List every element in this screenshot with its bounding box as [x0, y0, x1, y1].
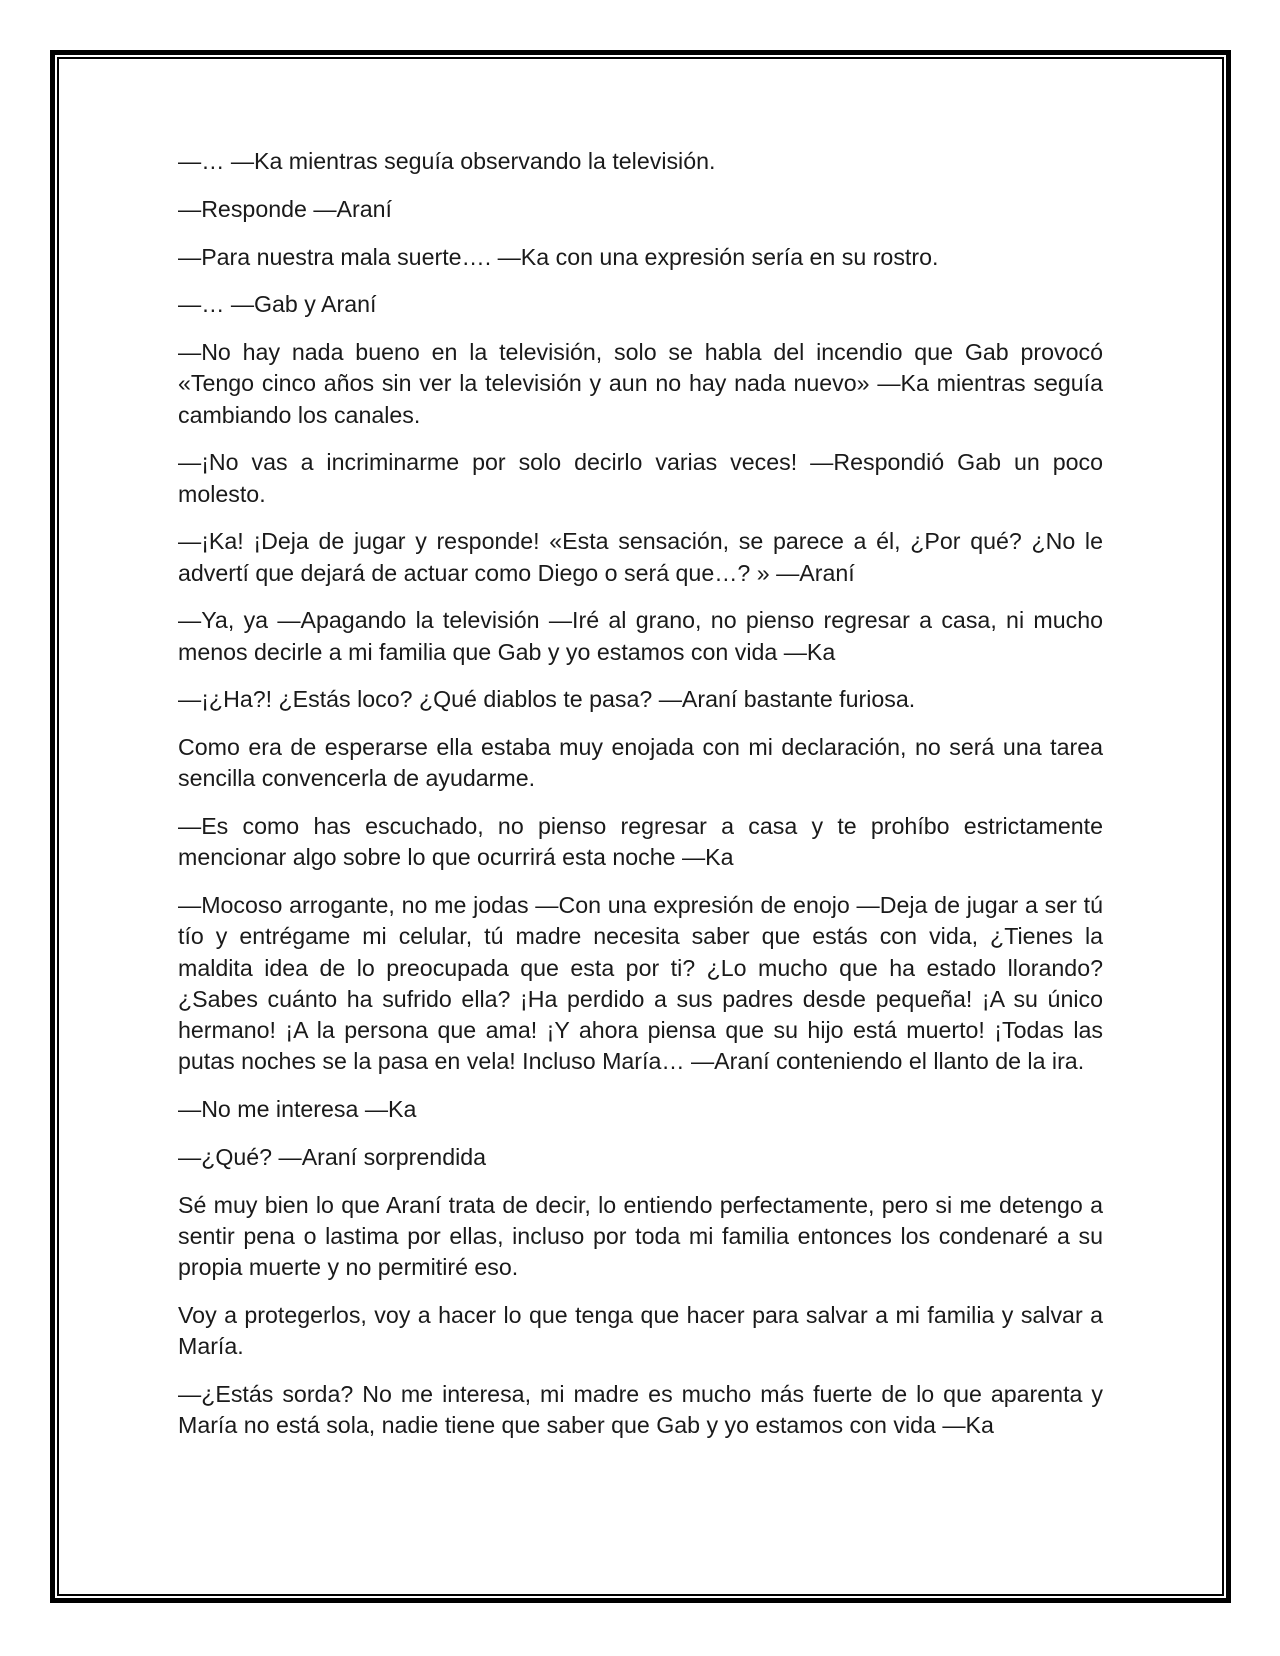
- paragraph: Sé muy bien lo que Araní trata de decir, lo entiendo perfectamente, pero si me detengo a sentir pena o lastima por ellas, incluso por toda mi familia entonces los condenaré a su propia muerte y no permitiré eso.: [178, 1191, 1103, 1280]
- paragraph: —¡¿Ha?! ¿Estás loco? ¿Qué diablos te pasa? —Araní bastante furiosa.: [178, 686, 916, 713]
- page-body: [178, 146, 1103, 1458]
- paragraph: —¡No vas a incriminarme por solo decirlo varias veces! —Respondió Gab un poco molesto.: [178, 449, 1103, 507]
- paragraph: —Mocoso arrogante, no me jodas —Con una expresión de enojo —Deja de jugar a ser tú tío y entrégame mi celular, tú madre necesita saber que estás con vida, ¿Tienes la maldita idea de lo preocupada que esta por ti? ¿Lo mucho que ha estado llorando? ¿Sabes cuánto ha sufrido ella? ¡Ha perdido a sus padres desde pequeña! ¡A su único hermano! ¡A la persona que ama! ¡Y ahora piensa que su hijo está muerto! ¡Todas las putas noches se la pasa en vela! Incluso María… —Araní conteniendo el llanto de la ira.: [178, 892, 1103, 1075]
- paragraph: —Responde —Araní: [178, 195, 392, 222]
- paragraph: —Es como has escuchado, no pienso regresar a casa y te prohíbo estrictamente mencionar algo sobre lo que ocurrirá esta noche —Ka: [178, 813, 1103, 871]
- paragraph: Como era de esperarse ella estaba muy enojada con mi declaración, no será una tarea sencilla convencerla de ayudarme.: [178, 734, 1103, 792]
- paragraph: —¿Estás sorda? No me interesa, mi madre es mucho más fuerte de lo que aparenta y María no está sola, nadie tiene que saber que Gab y yo estamos con vida —Ka: [178, 1380, 1103, 1438]
- paragraph: —No me interesa —Ka: [178, 1096, 417, 1122]
- paragraph: —No hay nada bueno en la televisión, solo se habla del incendio que Gab provocó «Tengo cinco años sin ver la televisión y aun no hay nada nuevo» —Ka mientras seguía cambiando los canales.: [178, 339, 1103, 428]
- paragraph: —¿Qué? —Araní sorprendida: [178, 1143, 487, 1170]
- paragraph: Voy a protegerlos, voy a hacer lo que tenga que hacer para salvar a mi familia y salvar a María.: [178, 1301, 1103, 1359]
- paragraph: —… —Ka mientras seguía observando la televisión.: [178, 148, 716, 174]
- paragraph: —Para nuestra mala suerte…. —Ka con una expresión sería en su rostro.: [178, 243, 939, 270]
- paragraph: —¡Ka! ¡Deja de jugar y responde! «Esta sensación, se parece a él, ¿Por qué? ¿No le advertí que dejará de actuar como Diego o será que…? » —Araní: [178, 528, 1103, 586]
- paragraph: —Ya, ya —Apagando la televisión —Iré al grano, no pienso regresar a casa, ni mucho menos decirle a mi familia que Gab y yo estamos con vida —Ka: [178, 607, 1103, 665]
- paragraph: —… —Gab y Araní: [178, 291, 377, 318]
